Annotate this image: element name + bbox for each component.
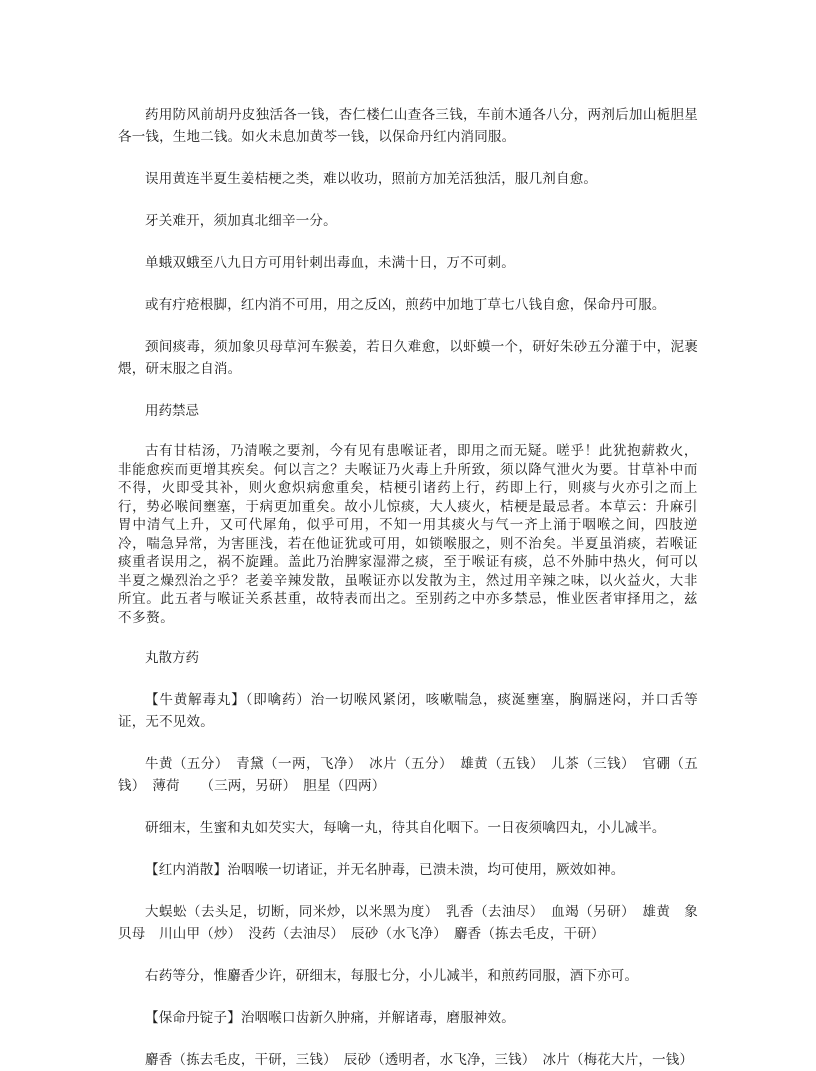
paragraph-neck-phlegm: 颈间痰毒，须加象贝母草河车猴姜，若日久难愈，以虾蟆一个，研好朱砂五分灌于中，泥裹煨，研末服之自消。 [118,339,698,377]
section-heading-contraindications: 用药禁忌 [145,403,199,419]
paragraph-misuse: 误用黄连半夏生姜桔梗之类，难以收功，照前方加羌活独活，服几剂自愈。 [145,171,598,187]
recipe-baoming-intro [118,1007,698,1029]
section-heading-pills: 丸散方药 [145,650,199,666]
recipe-desc-niuhuang: （即噙药）治一切喉风紧闭，咳嗽喘急，痰涎壅塞，胸膈迷闷，并口舌等证，无不见效。 [118,692,698,730]
recipe-niuhuang-intro [118,689,698,733]
recipe-method-niuhuang: 研细末，生蜜和丸如芡实大，每噙一丸，待其自化咽下。一日夜须噙四丸，小儿减半。 [145,820,666,836]
recipe-ingredients-niuhuang: 牛黄（五分） 青黛（一两，飞净） 冰片（五分） 雄黄（五钱） 儿茶（三钱） 官硼（五钱） 薄荷 （三两，另研） 胆星（四两） [118,756,698,794]
recipe-method-hongneixiao: 右药等分，惟麝香少许，研细末，每服七分，小儿减半，和煎药同服，酒下亦可。 [145,968,639,984]
paragraph-contraindications: 古有甘桔汤，乃清喉之要剂，今有见有患喉证者，即用之而无疑。嗟乎！此犹抱薪救火，非能愈疾而更增其疾矣。何以言之？夫喉证乃火毒上升所致，须以降气泄火为要。甘草补中而不得，火即受其补，则火愈炽病愈重矣，桔梗引诸药上行，药即上行，则痰与火亦引之而上行，势必喉间壅塞，于病更加重矣。故小儿惊痰，大人痰火，桔梗是最忌者。本草云：升麻引胃中清气上升，又可代犀角，似乎可用，不知一用其痰火与气一齐上涌于咽喉之间，四肢逆冷，喘急异常，为害匪浅，若在他证犹或可用，如锁喉服之，则不治矣。半夏虽消痰，若喉证痰重者误用之，祸不旋踵。盖此乃治脾家湿滞之痰，至于喉证有痰，总不外肺中热火，何可以半夏之燥烈治之乎？老姜辛辣发散，虽喉证亦以发散为主，然过用辛辣之味，以火益火，大非所宜。此五者与喉证关系甚重，故特表而出之。至别药之中亦多禁忌，惟业医者审择用之，兹不多赘。 [118,443,698,626]
paragraph-furuncle: 或有疔疮根脚，红内消不可用，用之反凶，煎药中加地丁草七八钱自愈，保命丹可服。 [145,297,666,313]
recipe-hongneixiao-intro [118,859,698,881]
paragraph-tonsil: 单蛾双蛾至八九日方可用针刺出毒血，未满十日，万不可刺。 [145,255,515,271]
recipe-desc-hongneixiao: 治咽喉一切诸证，并无名肿毒，已溃未溃，均可使用，厥效如神。 [227,862,625,878]
recipe-title-niuhuang: 【牛黄解毒丸】 [145,692,246,708]
recipe-desc-baoming: 治咽喉口齿新久肿痛，并解诸毒，磨服神效。 [240,1010,515,1026]
recipe-ingredients-hongneixiao: 大蜈蚣（去头足，切断，同米炒，以米黑为度） 乳香（去油尽） 血竭（另研） 雄黄 象贝母 川山甲（炒） 没药（去油尽） 辰砂（水飞净） 麝香（拣去毛皮，干研） [118,904,698,942]
paragraph-jaw: 牙关难开，须加真北细辛一分。 [145,213,337,229]
recipe-title-hongneixiao: 【红内消散】 [145,862,228,878]
document-page [118,104,698,1071]
recipe-ingredients-baoming: 麝香（拣去毛皮，干研，三钱） 辰砂（透明者，水飞净，三钱） 冰片（梅花大片，一钱） [145,1052,694,1068]
paragraph-prescription: 药用防风前胡丹皮独活各一钱，杏仁楼仁山查各三钱，车前木通各八分，两剂后加山栀胆星各一钱，生地二钱。如火未息加黄芩一钱，以保命丹红内消同服。 [118,107,698,145]
recipe-title-baoming: 【保命丹锭子】 [145,1010,241,1026]
